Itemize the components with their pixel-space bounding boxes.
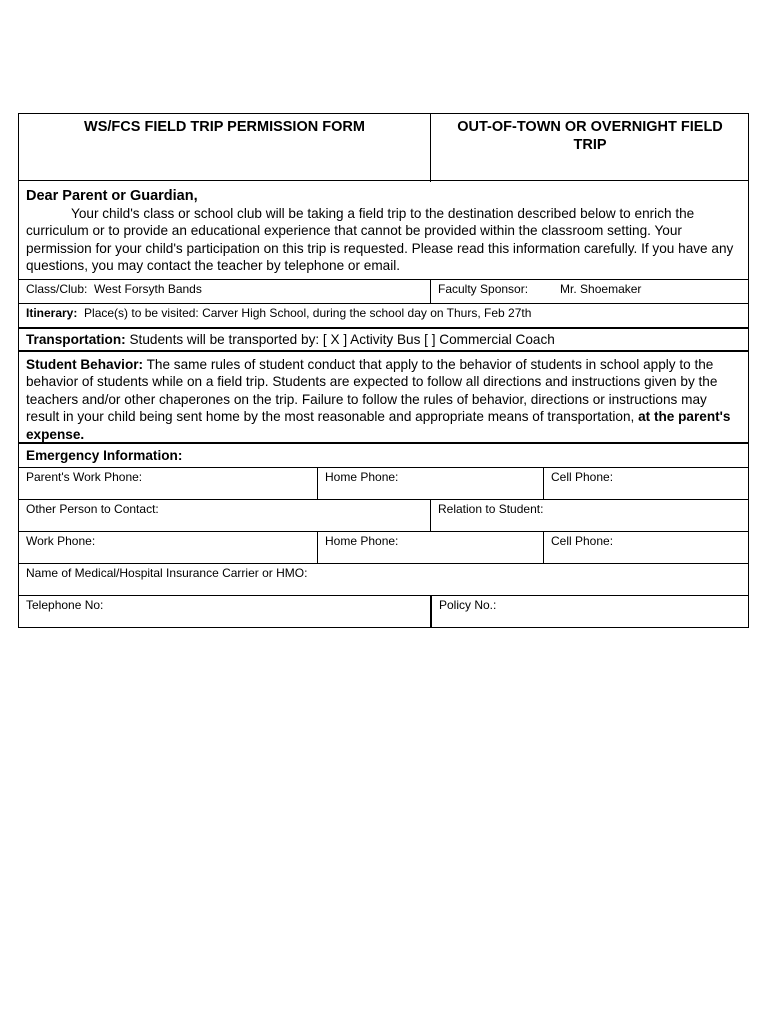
cell-phone-2-field[interactable]	[543, 532, 749, 564]
work-phone-field[interactable]	[19, 532, 317, 564]
transportation-row	[18, 327, 749, 350]
transportation-text: Students will be transported by: [ X ] Activity Bus [ ] Commercial Coach	[129, 332, 555, 347]
cell-phone-field[interactable]	[543, 468, 749, 500]
parents-work-phone-field[interactable]	[19, 468, 317, 500]
relation-field[interactable]	[430, 500, 749, 532]
emergency-heading: Emergency Information:	[18, 442, 749, 467]
policy-no-label: Policy No.:	[439, 598, 497, 612]
class-club-label: Class/Club:	[26, 282, 88, 296]
insurance-numbers-row	[18, 595, 749, 628]
letter-body	[26, 205, 742, 275]
form-title: WS/FCS FIELD TRIP PERMISSION FORM	[84, 119, 365, 135]
itinerary-row	[18, 303, 749, 327]
greeting: Dear Parent or Guardian,	[26, 188, 198, 204]
home-phone-label: Home Phone:	[325, 470, 399, 484]
other-person-field[interactable]	[19, 500, 430, 532]
contact-phones-row	[18, 531, 749, 564]
itinerary-text: Place(s) to be visited: Carver High School, during the school day on Thurs, Feb 27th	[84, 306, 532, 320]
telephone-no-field[interactable]	[19, 596, 430, 627]
insurance-field[interactable]	[18, 563, 749, 596]
faculty-sponsor-value: Mr. Shoemaker	[560, 282, 642, 296]
behavior-text: The same rules of student conduct that apply to the behavior of students in school apply to the behavior of students while on a field trip. Students are expected to follow all directions and instructions given by the teachers and/or other chaperones on the trip. Failure to follow the rules of behavior, directions or instructions may result in your child being sent home by the most reasonable and appropriate means of transportation,	[26, 357, 718, 425]
cell-phone-label: Cell Phone:	[551, 470, 614, 484]
transportation-label: Transportation:	[26, 332, 126, 347]
home-phone-2-label: Home Phone:	[325, 534, 399, 548]
cell-phone-2-label: Cell Phone:	[551, 534, 614, 548]
telephone-no-label: Telephone No:	[26, 598, 104, 612]
letter-body-text: Your child's class or school club will be taking a field trip to the destination described below to enrich the curriculum or to provide an educational experience that cannot be provided within the classroom setting. Your permission for your child's participation on this trip is requested. Please read this information carefully. If you have any questions, you may contact the teacher by telephone or email.	[26, 206, 734, 274]
home-phone-field[interactable]	[317, 468, 543, 500]
faculty-sponsor-field[interactable]	[430, 280, 749, 303]
behavior-bold-end: at the parent's expense.	[26, 409, 731, 442]
insurance-label: Name of Medical/Hospital Insurance Carrier or HMO:	[26, 566, 308, 580]
work-phone-label: Work Phone:	[26, 534, 96, 548]
home-phone-2-field[interactable]	[317, 532, 543, 564]
behavior-row	[18, 350, 749, 443]
behavior-label: Student Behavior:	[26, 357, 144, 372]
parents-work-phone-label: Parent's Work Phone:	[26, 470, 143, 484]
other-person-label: Other Person to Contact:	[26, 502, 159, 516]
header-row	[18, 113, 749, 181]
letter-section	[18, 180, 749, 279]
policy-no-field[interactable]	[430, 596, 749, 627]
faculty-sponsor-label: Faculty Sponsor:	[438, 282, 529, 296]
relation-label: Relation to Student:	[438, 502, 544, 516]
other-contact-row	[18, 499, 749, 532]
trip-type-title: OUT-OF-TOWN OR OVERNIGHT FIELD TRIP	[430, 114, 749, 182]
class-club-field[interactable]	[19, 280, 430, 303]
class-club-value: West Forsyth Bands	[94, 282, 202, 296]
parent-phones-row	[18, 467, 749, 500]
class-row	[18, 279, 749, 303]
itinerary-label: Itinerary:	[26, 306, 78, 320]
